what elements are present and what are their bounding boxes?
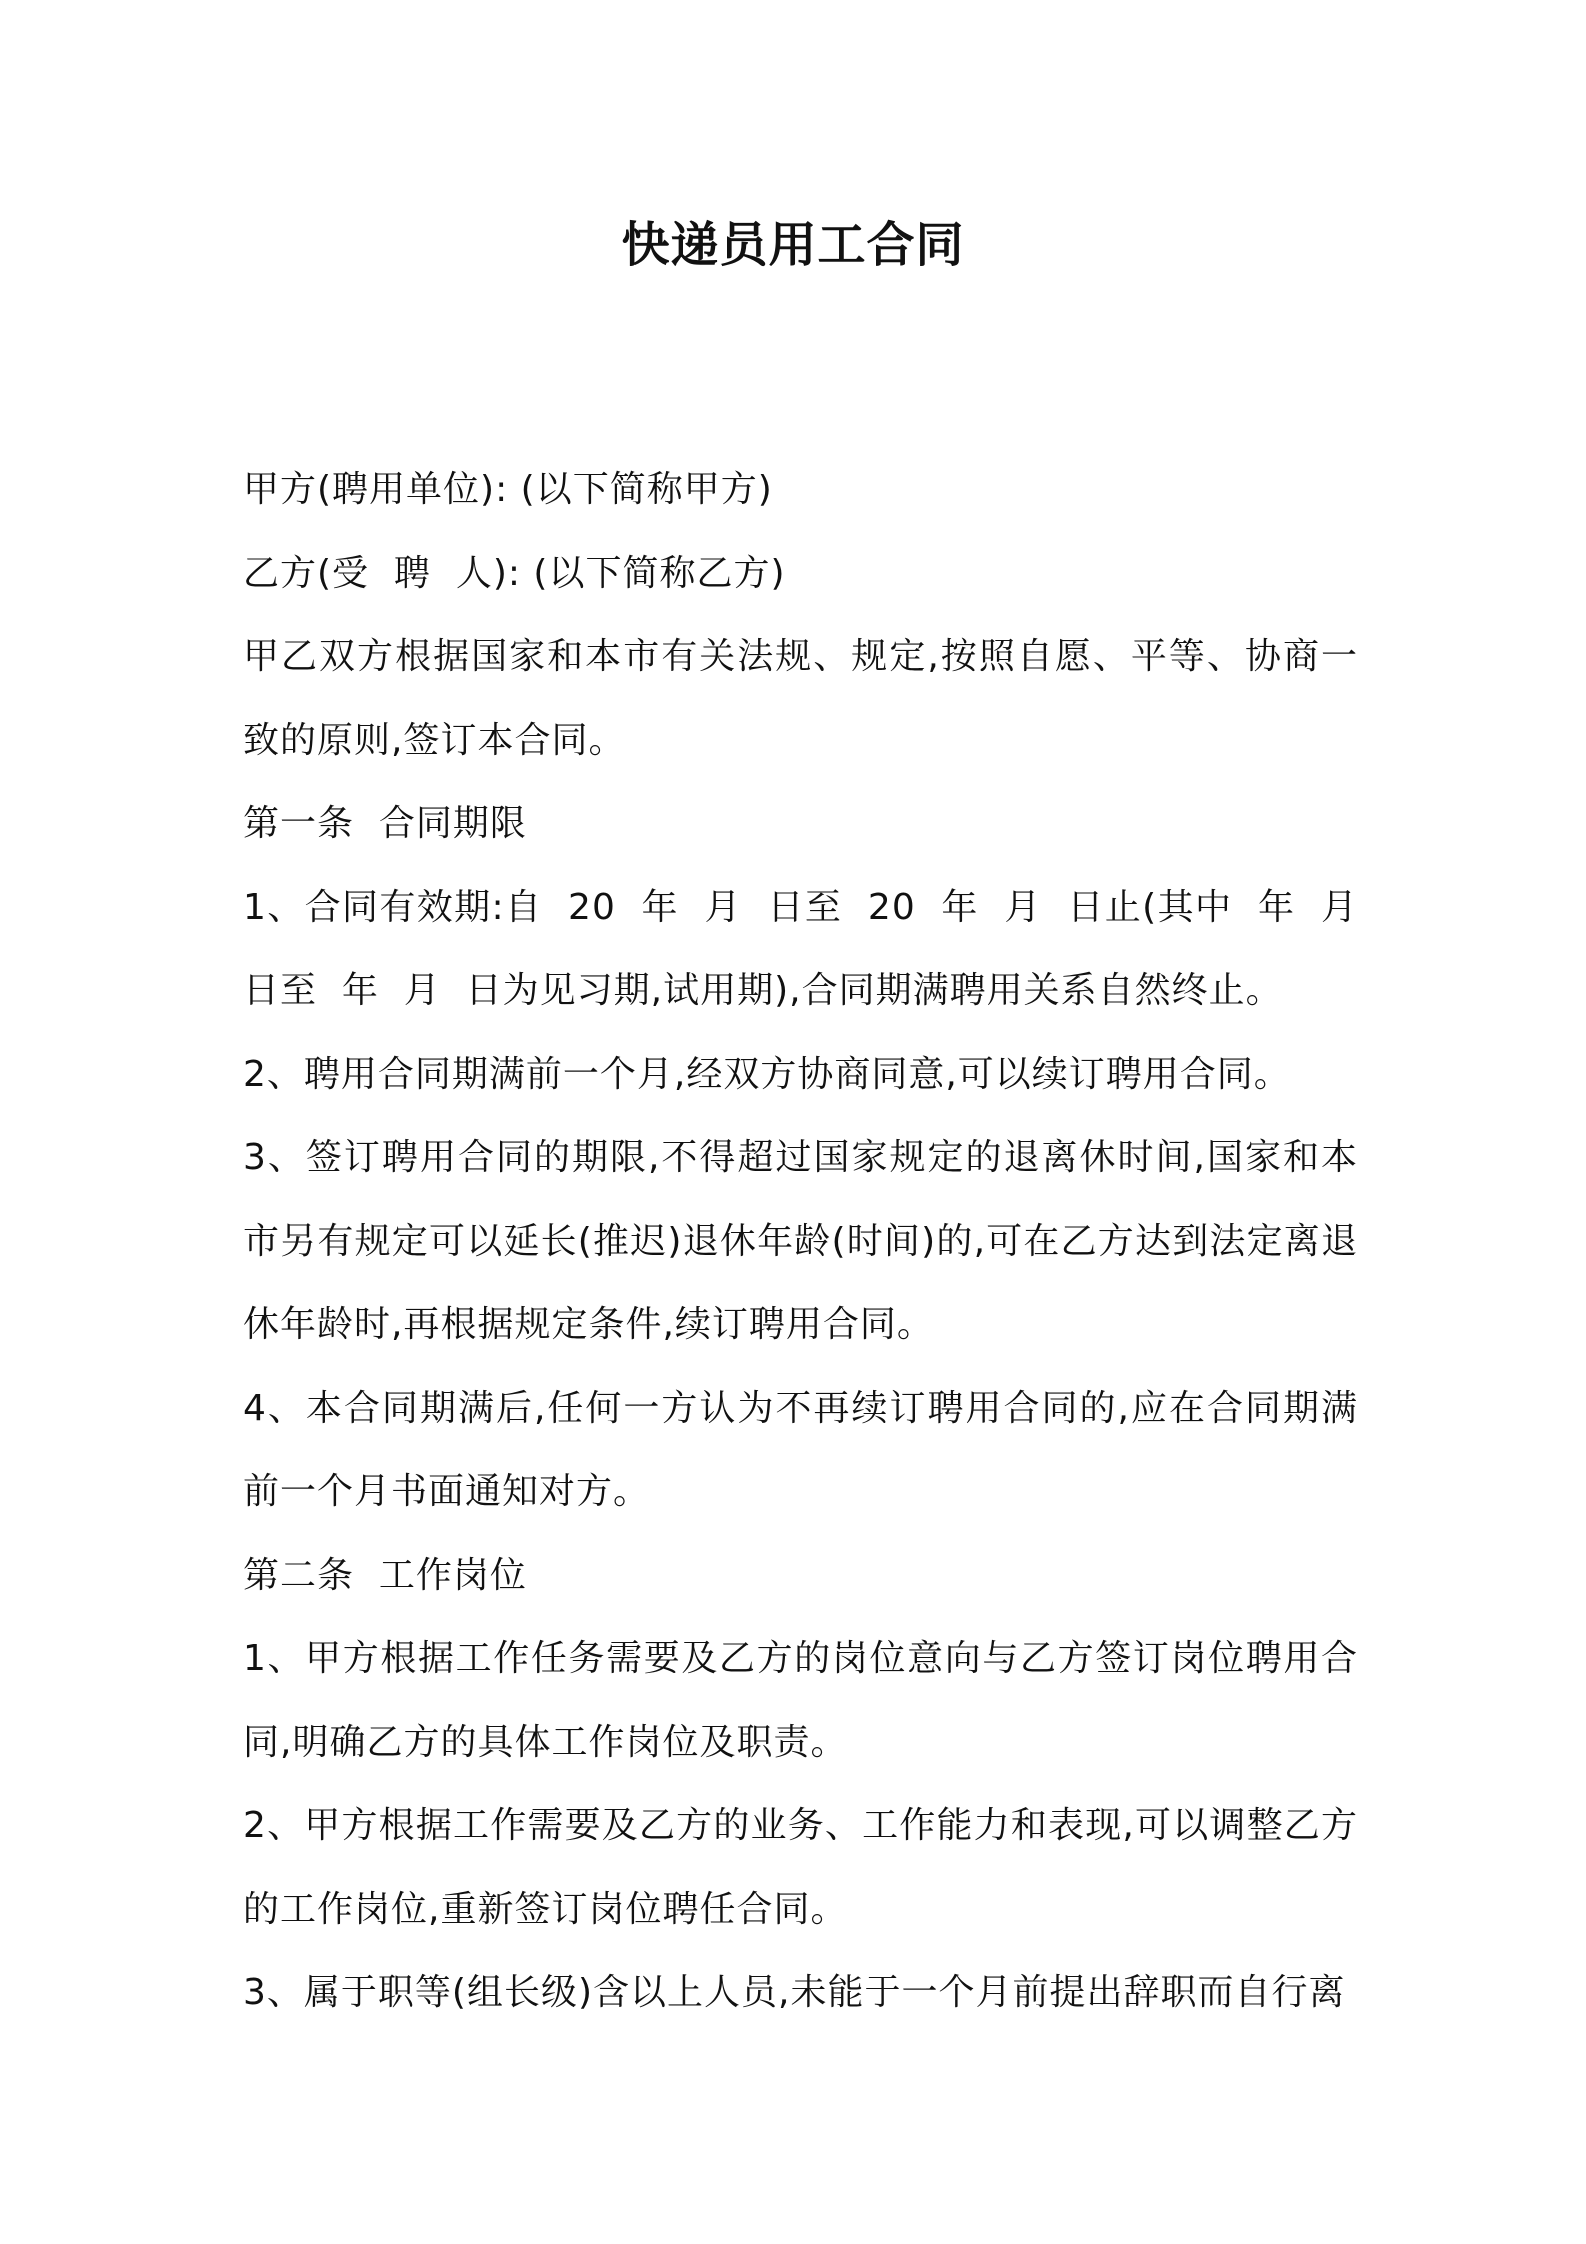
party-a-line: 甲方(聘用单位): (以下简称甲方) [243, 469, 773, 510]
article-1-clause-2: 2、聘用合同期满前一个月,经双方协商同意,可以续订聘用合同。 [243, 1053, 1291, 1095]
article-2-clause-2: 2、甲方根据工作需要及乙方的业务、工作能力和表现,可以调整乙方的工作岗位,重新签订岗位聘任合同。 [243, 1805, 1358, 1930]
party-b-line: 乙方(受 聘 人): (以下简称乙方) [243, 552, 786, 594]
article-1-clause-1: 1、合同有效期:自 20 年 月 日至 20 年 月 日止(其中 年 月 日至 年 月 日为见习期,试用期),合同期满聘用关系自然终止。 [243, 886, 1383, 1011]
article-2-heading: 第二条 工作岗位 [243, 1554, 527, 1596]
document-title: 快递员用工合同 [621, 217, 965, 273]
article-1-clause-3: 3、签订聘用合同的期限,不得超过国家规定的退离休时间,国家和本市另有规定可以延长(推迟)退休年龄(时间)的,可在乙方达到法定离退休年龄时,再根据规定条件,续订聘用合同。 [243, 1137, 1358, 1345]
contract-body [243, 448, 1383, 2035]
article-2-clause-1: 1、甲方根据工作任务需要及乙方的岗位意向与乙方签订岗位聘用合同,明确乙方的具体工作岗位及职责。 [243, 1638, 1358, 1763]
preamble-paragraph: 甲乙双方根据国家和本市有关法规、规定,按照自愿、平等、协商一致的原则,签订本合同。 [243, 636, 1358, 761]
article-2-clause-3: 3、属于职等(组长级)含以上人员,未能于一个月前提出辞职而自行离 [243, 1972, 1346, 2013]
article-1-clause-4: 4、本合同期满后,任何一方认为不再续订聘用合同的,应在合同期满前一个月书面通知对方。 [243, 1387, 1358, 1512]
article-1-heading: 第一条 合同期限 [243, 803, 527, 844]
